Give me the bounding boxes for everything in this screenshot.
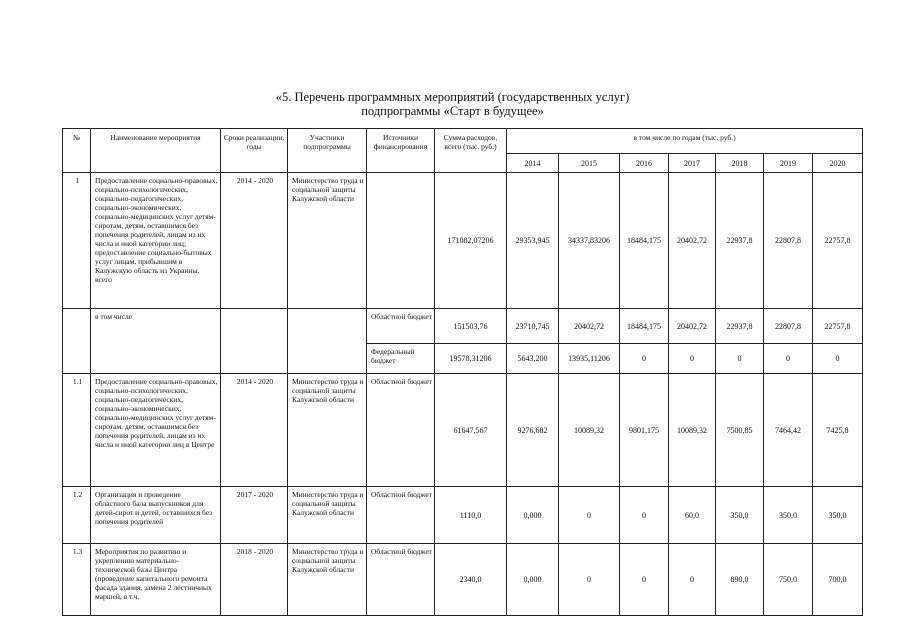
row-num: 1.3 xyxy=(63,544,91,616)
row-value-2015: 34337,83206 xyxy=(559,173,620,309)
row-value-2017: 0 xyxy=(669,544,716,616)
row-participants: Министерство труда и социальной защиты Калужской области xyxy=(288,487,367,544)
row-value-2015: 0 xyxy=(559,487,620,544)
row-value-2019: 22807,8 xyxy=(764,173,813,309)
row-name: Предоставление социально-правовых, социально-психологических, социально-педагогических, социально-экономических, социально-медицинских услуг детям-сиротам, детям, оставшимся без попечения родителей, лицам из их числа и иной категории лиц в Центре xyxy=(91,374,221,487)
header-terms: Сроки реализации, годы xyxy=(221,129,288,173)
row-sum: 1110,0 xyxy=(435,487,507,544)
row-value-2016: 9801,175 xyxy=(620,374,669,487)
row-num: 1.1 xyxy=(63,374,91,487)
row-value-2018: 890,0 xyxy=(716,544,764,616)
row-sum: 151503,76 xyxy=(435,309,507,344)
row-value-2014: 5643,200 xyxy=(507,344,559,374)
title-line-2: подпрограммы «Старт в будущее» xyxy=(361,104,544,118)
row-source: Областной бюджет xyxy=(367,544,435,616)
year-2020: 2020 xyxy=(813,154,863,173)
row-value-2020: 0 xyxy=(813,344,863,374)
row-value-2015: 0 xyxy=(559,544,620,616)
row-value-2019: 7464,42 xyxy=(764,374,813,487)
row-source xyxy=(367,173,435,309)
row-value-2020: 350,0 xyxy=(813,487,863,544)
row-source: Областной бюджет xyxy=(367,309,435,344)
row-value-2018: 7500,85 xyxy=(716,374,764,487)
row-sum: 171082,07206 xyxy=(435,173,507,309)
row-value-2015: 10089,32 xyxy=(559,374,620,487)
row-value-2016: 0 xyxy=(620,344,669,374)
row-value-2019: 0 xyxy=(764,344,813,374)
year-2017: 2017 xyxy=(669,154,716,173)
row-value-2014: 0,000 xyxy=(507,544,559,616)
row-value-2017: 0 xyxy=(669,344,716,374)
row-terms: 2017 - 2020 xyxy=(221,487,288,544)
row-value-2016: 0 xyxy=(620,544,669,616)
row-num: 1 xyxy=(63,173,91,309)
row-terms xyxy=(221,309,288,374)
year-2016: 2016 xyxy=(620,154,669,173)
row-value-2015: 20402,72 xyxy=(559,309,620,344)
row-value-2017: 10089,32 xyxy=(669,374,716,487)
table-row xyxy=(63,374,863,487)
measures-table xyxy=(62,128,863,616)
row-value-2017: 60,0 xyxy=(669,487,716,544)
row-participants: Министерство труда и социальной защиты Калужской области xyxy=(288,374,367,487)
row-value-2019: 350,0 xyxy=(764,487,813,544)
row-value-2016: 0 xyxy=(620,487,669,544)
row-source: Областной бюджет xyxy=(367,487,435,544)
row-source: Областной бюджет xyxy=(367,374,435,487)
row-name: Организация и проведение областного бала выпускников для детей-сирот и детей, оставшихся без попечения родителей xyxy=(91,487,221,544)
header-by-years: в том числе по годам (тыс. руб.) xyxy=(507,129,863,154)
row-value-2018: 22937,8 xyxy=(716,173,764,309)
row-value-2018: 350,0 xyxy=(716,487,764,544)
row-terms: 2014 - 2020 xyxy=(221,173,288,309)
row-value-2014: 23710,745 xyxy=(507,309,559,344)
header-sources: Источники финансирования xyxy=(367,129,435,173)
header-participants: Участники подпрограммы xyxy=(288,129,367,173)
title-line-1: «5. Перечень программных мероприятий (государственных услуг) xyxy=(275,90,630,104)
table-row xyxy=(63,544,863,616)
year-2018: 2018 xyxy=(716,154,764,173)
row-value-2020: 700,0 xyxy=(813,544,863,616)
header-row xyxy=(63,129,863,154)
row-name: Предоставление социально-правовых, социально-психологических, социально-педагогических, социально-экономических, социально-медицинских услуг детям-сиротам, детям, оставшимся без попечения родителей, лицам из их числа и иной категории лиц; предоставление социально-бытовых услуг лицам, прибывшим в Калужскую область из Украины, всего xyxy=(91,173,221,309)
row-value-2017: 20402,72 xyxy=(669,309,716,344)
row-value-2014: 29353,945 xyxy=(507,173,559,309)
row-num xyxy=(63,309,91,374)
row-participants xyxy=(288,309,367,374)
table-row xyxy=(63,309,863,344)
header-sum: Сумма расходов, всего (тыс. руб.) xyxy=(435,129,507,173)
header-name: Наименование мероприятия xyxy=(91,129,221,173)
row-terms: 2014 - 2020 xyxy=(221,374,288,487)
header-num: № xyxy=(63,129,91,173)
row-value-2015: 13935,11206 xyxy=(559,344,620,374)
row-sum: 61647,567 xyxy=(435,374,507,487)
row-value-2019: 22807,8 xyxy=(764,309,813,344)
table-row xyxy=(63,487,863,544)
row-sum: 19578,31206 xyxy=(435,344,507,374)
document-title xyxy=(0,90,905,118)
row-value-2018: 22937,8 xyxy=(716,309,764,344)
row-participants: Министерство труда и социальной защиты Калужской области xyxy=(288,173,367,309)
row-sum: 2340,0 xyxy=(435,544,507,616)
row-name: Мероприятия по развитию и укреплению материально-технической базы Центра (проведение капитального ремонта фасада здания, замена 2 лестничных маршей, в т.ч. xyxy=(91,544,221,616)
row-value-2017: 20402,72 xyxy=(669,173,716,309)
row-value-2020: 22757,8 xyxy=(813,309,863,344)
row-terms: 2018 - 2020 xyxy=(221,544,288,616)
year-2015: 2015 xyxy=(559,154,620,173)
row-value-2018: 0 xyxy=(716,344,764,374)
year-2019: 2019 xyxy=(764,154,813,173)
row-value-2020: 7425,8 xyxy=(813,374,863,487)
year-2014: 2014 xyxy=(507,154,559,173)
row-value-2016: 18484,175 xyxy=(620,173,669,309)
row-name: в том числе xyxy=(91,309,221,374)
row-num: 1.2 xyxy=(63,487,91,544)
table-row xyxy=(63,173,863,309)
row-value-2020: 22757,8 xyxy=(813,173,863,309)
row-value-2019: 750,0 xyxy=(764,544,813,616)
row-source: Федеральный бюджет xyxy=(367,344,435,374)
row-participants: Министерство труда и социальной защиты Калужской области xyxy=(288,544,367,616)
row-value-2014: 0,000 xyxy=(507,487,559,544)
row-value-2016: 18484,175 xyxy=(620,309,669,344)
row-value-2014: 9276,682 xyxy=(507,374,559,487)
